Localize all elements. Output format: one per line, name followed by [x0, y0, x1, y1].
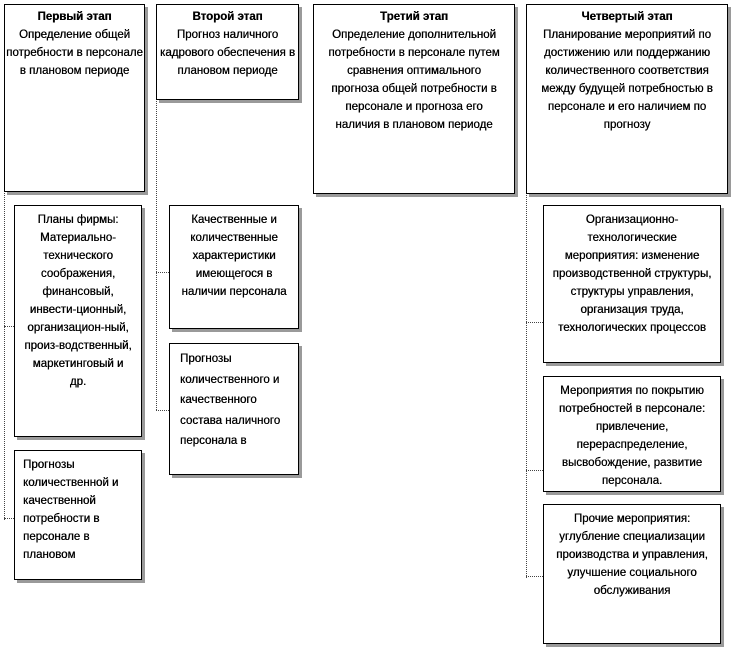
stage-1-forecast-text: Прогнозы количественной и качественной потребности в персонале в плановом: [23, 459, 119, 561]
connector-line: [526, 470, 543, 471]
stage-1-title: Первый этап: [37, 11, 112, 23]
connector-line: [4, 518, 14, 519]
connector-line: [156, 410, 169, 411]
connector-line: [156, 272, 169, 273]
stage-2-forecast-box: [169, 343, 299, 475]
stage-4-box: [526, 4, 728, 194]
stage-3-box: [313, 4, 515, 194]
connector-line: [4, 190, 5, 520]
connector-line: [4, 326, 14, 327]
stage-1-forecast-box: [14, 450, 142, 580]
stage-2-title: Второй этап: [192, 11, 263, 23]
stage-4-title: Четвертый этап: [581, 11, 673, 23]
stage-1-text: Определение общей потребности в персонале в плановом периоде: [6, 29, 143, 77]
stage-4-text: Планирование мероприятий по достижению или поддержанию количественного соответствия между будущей потребностью в персонале и его наличием по прогнозу: [541, 29, 713, 131]
stage-4-org-tech-box: [543, 205, 721, 363]
stage-3-title: Третий этап: [380, 11, 448, 23]
stage-4-staffing-box: [543, 376, 721, 492]
stage-4-staffing-text: Мероприятия по покрытию потребностей в персонале: привлечение, перераспределение, высвобождение, развитие персонала.: [558, 385, 706, 487]
connector-line: [526, 322, 543, 323]
stage-1-plans-text: Планы фирмы: Материально-технического соображения, финансовый, инвести-ционный, организацион-ный, произ-водственный, маркетинговый и др.: [24, 214, 132, 388]
stage-2-characteristics-box: [169, 205, 299, 329]
connector-line: [526, 576, 543, 577]
stage-4-other-text: Прочие мероприятия: углубление специализации производства и управления, улучшение социального обслуживания: [556, 513, 708, 597]
stage-2-box: [156, 4, 299, 100]
stage-2-forecast-text: Прогнозы количественного и качественного состава наличного персонала в: [180, 353, 281, 447]
stage-4-org-tech-text: Организационно-технологические мероприятия: изменение производственной структуры, структуры управления, организация труда, технологических процессов: [552, 214, 712, 334]
stage-2-text: Прогноз наличного кадрового обеспечения в плановом периоде: [159, 29, 296, 77]
stage-1-plans-box: [14, 205, 142, 437]
stage-3-text: Определение дополнительной потребности в персонале путем сравнения оптимального прогноза общей потребности в персонале и прогноза его наличия в плановом периоде: [328, 29, 500, 131]
stage-4-other-box: [543, 504, 721, 644]
connector-line: [156, 96, 157, 410]
connector-line: [526, 192, 527, 578]
stage-1-box: [4, 4, 145, 192]
stage-2-characteristics-text: Качественные и количественные характеристики имеющегося в наличии персонала: [181, 214, 287, 298]
